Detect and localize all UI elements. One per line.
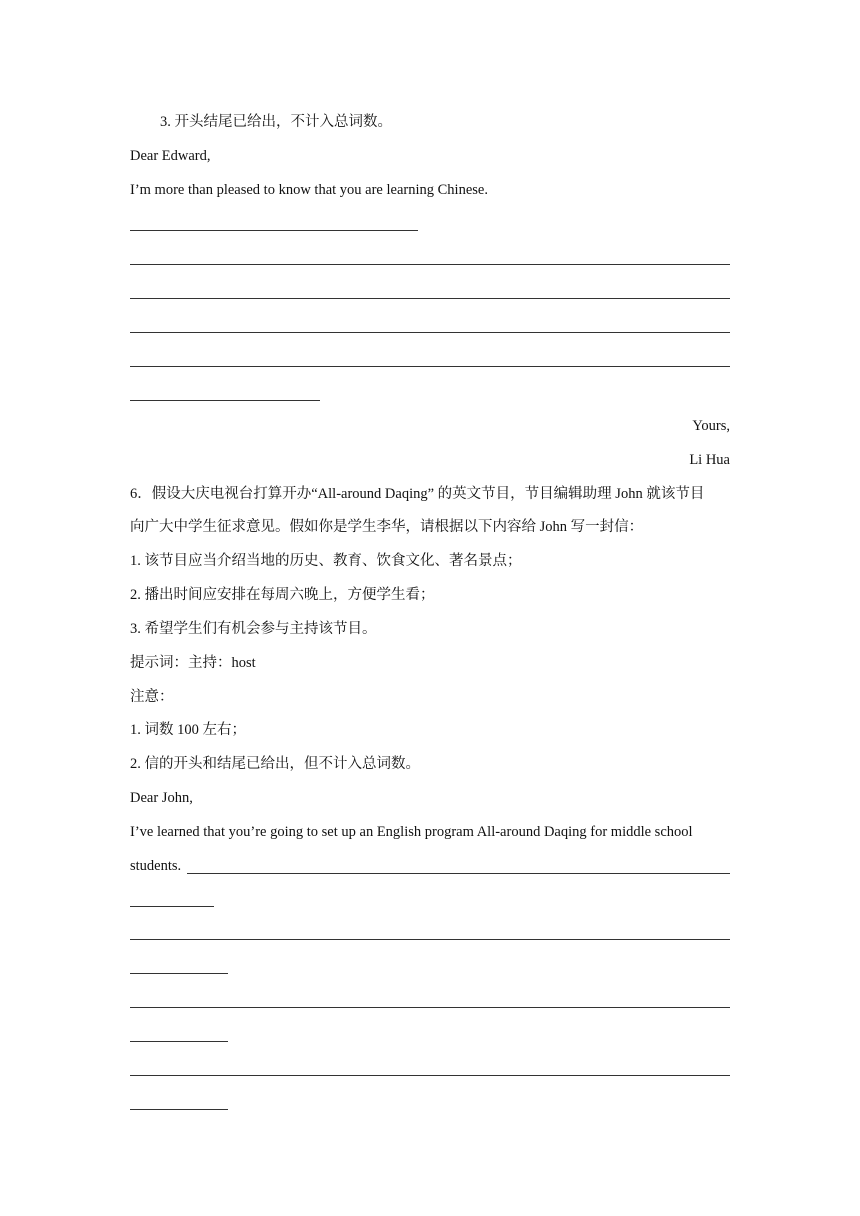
writing-line[interactable]	[130, 230, 418, 231]
writing-line[interactable]	[130, 939, 730, 940]
requirement-point-3: 3. 希望学生们有机会参与主持该节目。	[130, 621, 377, 637]
writing-line[interactable]	[130, 298, 730, 299]
writing-line[interactable]	[130, 366, 730, 367]
hint-words: 提示词：主持：host	[130, 655, 256, 671]
note-3: 3. 开头结尾已给出，不计入总词数。	[160, 114, 392, 130]
writing-line[interactable]	[130, 1075, 730, 1076]
writing-line[interactable]	[130, 400, 320, 401]
writing-line[interactable]	[130, 973, 228, 974]
letter-opening-sentence: I’m more than pleased to know that you are learning Chinese.	[130, 182, 488, 198]
question-6-prompt-line-2: 向广大中学生征求意见。假如你是学生李华，请根据以下内容给 John 写一封信：	[130, 519, 644, 535]
writing-line[interactable]	[130, 1041, 228, 1042]
question-6-prompt-line-1: 6．假设大庆电视台打算开办“All-around Daqing” 的英文节目，节目编辑助理 John 就该节目	[130, 486, 705, 502]
writing-line[interactable]	[130, 906, 214, 907]
letter-salutation-edward: Dear Edward,	[130, 148, 211, 164]
requirement-point-2: 2. 播出时间应安排在每周六晚上，方便学生看；	[130, 587, 435, 603]
writing-line[interactable]	[130, 264, 730, 265]
writing-line[interactable]	[130, 332, 730, 333]
writing-line[interactable]	[130, 1109, 228, 1110]
letter-opening-continuation: students.	[130, 858, 182, 874]
attention-item-1: 1. 词数 100 左右；	[130, 722, 246, 738]
writing-line[interactable]	[130, 1007, 730, 1008]
attention-label: 注意：	[130, 689, 174, 705]
letter-signature: Li Hua	[689, 452, 730, 468]
letter-salutation-john: Dear John,	[130, 790, 193, 806]
writing-line[interactable]	[187, 873, 730, 874]
attention-item-2: 2. 信的开头和结尾已给出，但不计入总词数。	[130, 756, 420, 772]
requirement-point-1: 1. 该节目应当介绍当地的历史、教育、饮食文化、著名景点；	[130, 553, 522, 569]
letter-closing: Yours,	[692, 418, 730, 434]
letter-opening-sentence-2: I’ve learned that you’re going to set up an English program All-around Daqing for middle school	[130, 824, 693, 840]
